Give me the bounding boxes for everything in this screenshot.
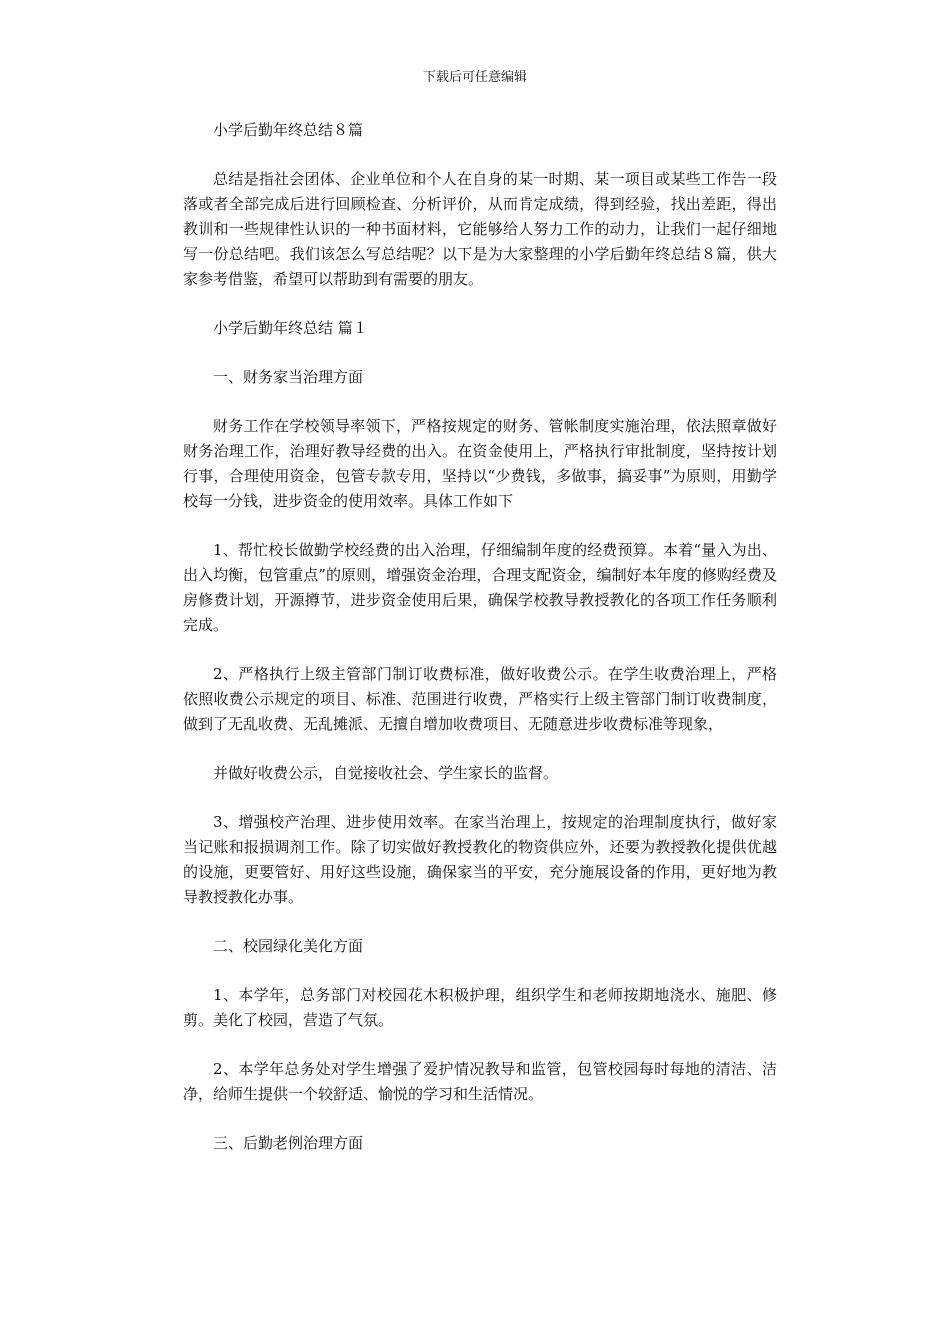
document-body bbox=[183, 118, 777, 1156]
section2-item1: 1、本学年，总务部门对校园花木积极护理，组织学生和老师按期地浇水、施肥、修剪。美化了校园，营造了气氛。 bbox=[183, 986, 777, 1029]
intro-paragraph: 总结是指社会团体、企业单位和个人在自身的某一时期、某一项目或某些工作告一段落或者全部完成后进行回顾检查、分析评价，从而肯定成绩，得到经验，找出差距，得出教训和一些规律性认识的一种书面材料，它能够给人努力工作的动力，让我们一起仔细地写一份总结吧。我们该怎么写总结呢？以下是为大家整理的小学后勤年终总结８篇，供大家参考借鉴，希望可以帮助到有需要的朋友。 bbox=[183, 170, 777, 288]
document-title: 小学后勤年终总结８篇 bbox=[213, 121, 364, 139]
section1-paragraph: 财务工作在学校领导率领下，严格按规定的财务、管帐制度实施治理，依法照章做好财务治理工作，治理好教导经费的出入。在资金使用上，严格执行审批制度，坚持按计划行事，合理使用资金，包管专款专用，坚持以“少费钱，多做事，搞妥事”为原则，用勤学校每一分钱，进步资金的使用效率。具体工作如下 bbox=[183, 417, 777, 510]
section2-heading: 二、校园绿化美化方面 bbox=[213, 937, 364, 955]
section1-item2: 2、严格执行上级主管部门制订收费标准，做好收费公示。在学生收费治理上，严格依照收费公示规定的项目、标准、范围进行收费，严格实行上级主管部门制订收费制度，做到了无乱收费、无乱摊派、无擅自增加收费项目、无随意进步收费标准等现象， bbox=[183, 665, 777, 733]
article-heading: 小学后勤年终总结 篇１ bbox=[213, 319, 368, 337]
section1-item2-continued: 并做好收费公示，自觉接收社会、学生家长的监督。 bbox=[213, 764, 559, 782]
header-note: 下载后可任意编辑 bbox=[422, 70, 527, 85]
section1-item1: 1、帮忙校长做勤学校经费的出入治理，仔细编制年度的经费预算。本着“量入为出、出入均衡，包管重点”的原则，增强资金治理，合理支配资金，编制好本年度的修购经费及房修费计划，开源撙节，进步资金使用后果，确保学校教导教授教化的各项工作任务顺利完成。 bbox=[183, 541, 777, 634]
section1-item3: 3、增强校产治理、进步使用效率。在家当治理上，按规定的治理制度执行，做好家当记账和报损调剂工作。除了切实做好教授教化的物资供应外，还要为教授教化提供优越的设施，更要管好、用好这些设施，确保家当的平安，充分施展设备的作用，更好地为教导教授教化办事。 bbox=[183, 813, 777, 906]
section1-heading: 一、财务家当治理方面 bbox=[213, 368, 364, 386]
section3-heading: 三、后勤老例治理方面 bbox=[213, 1134, 364, 1152]
section2-item2: 2、本学年总务处对学生增强了爱护情况教导和监管，包管校园每时每地的清洁、洁净，给师生提供一个较舒适、愉悦的学习和生活情况。 bbox=[183, 1060, 777, 1103]
